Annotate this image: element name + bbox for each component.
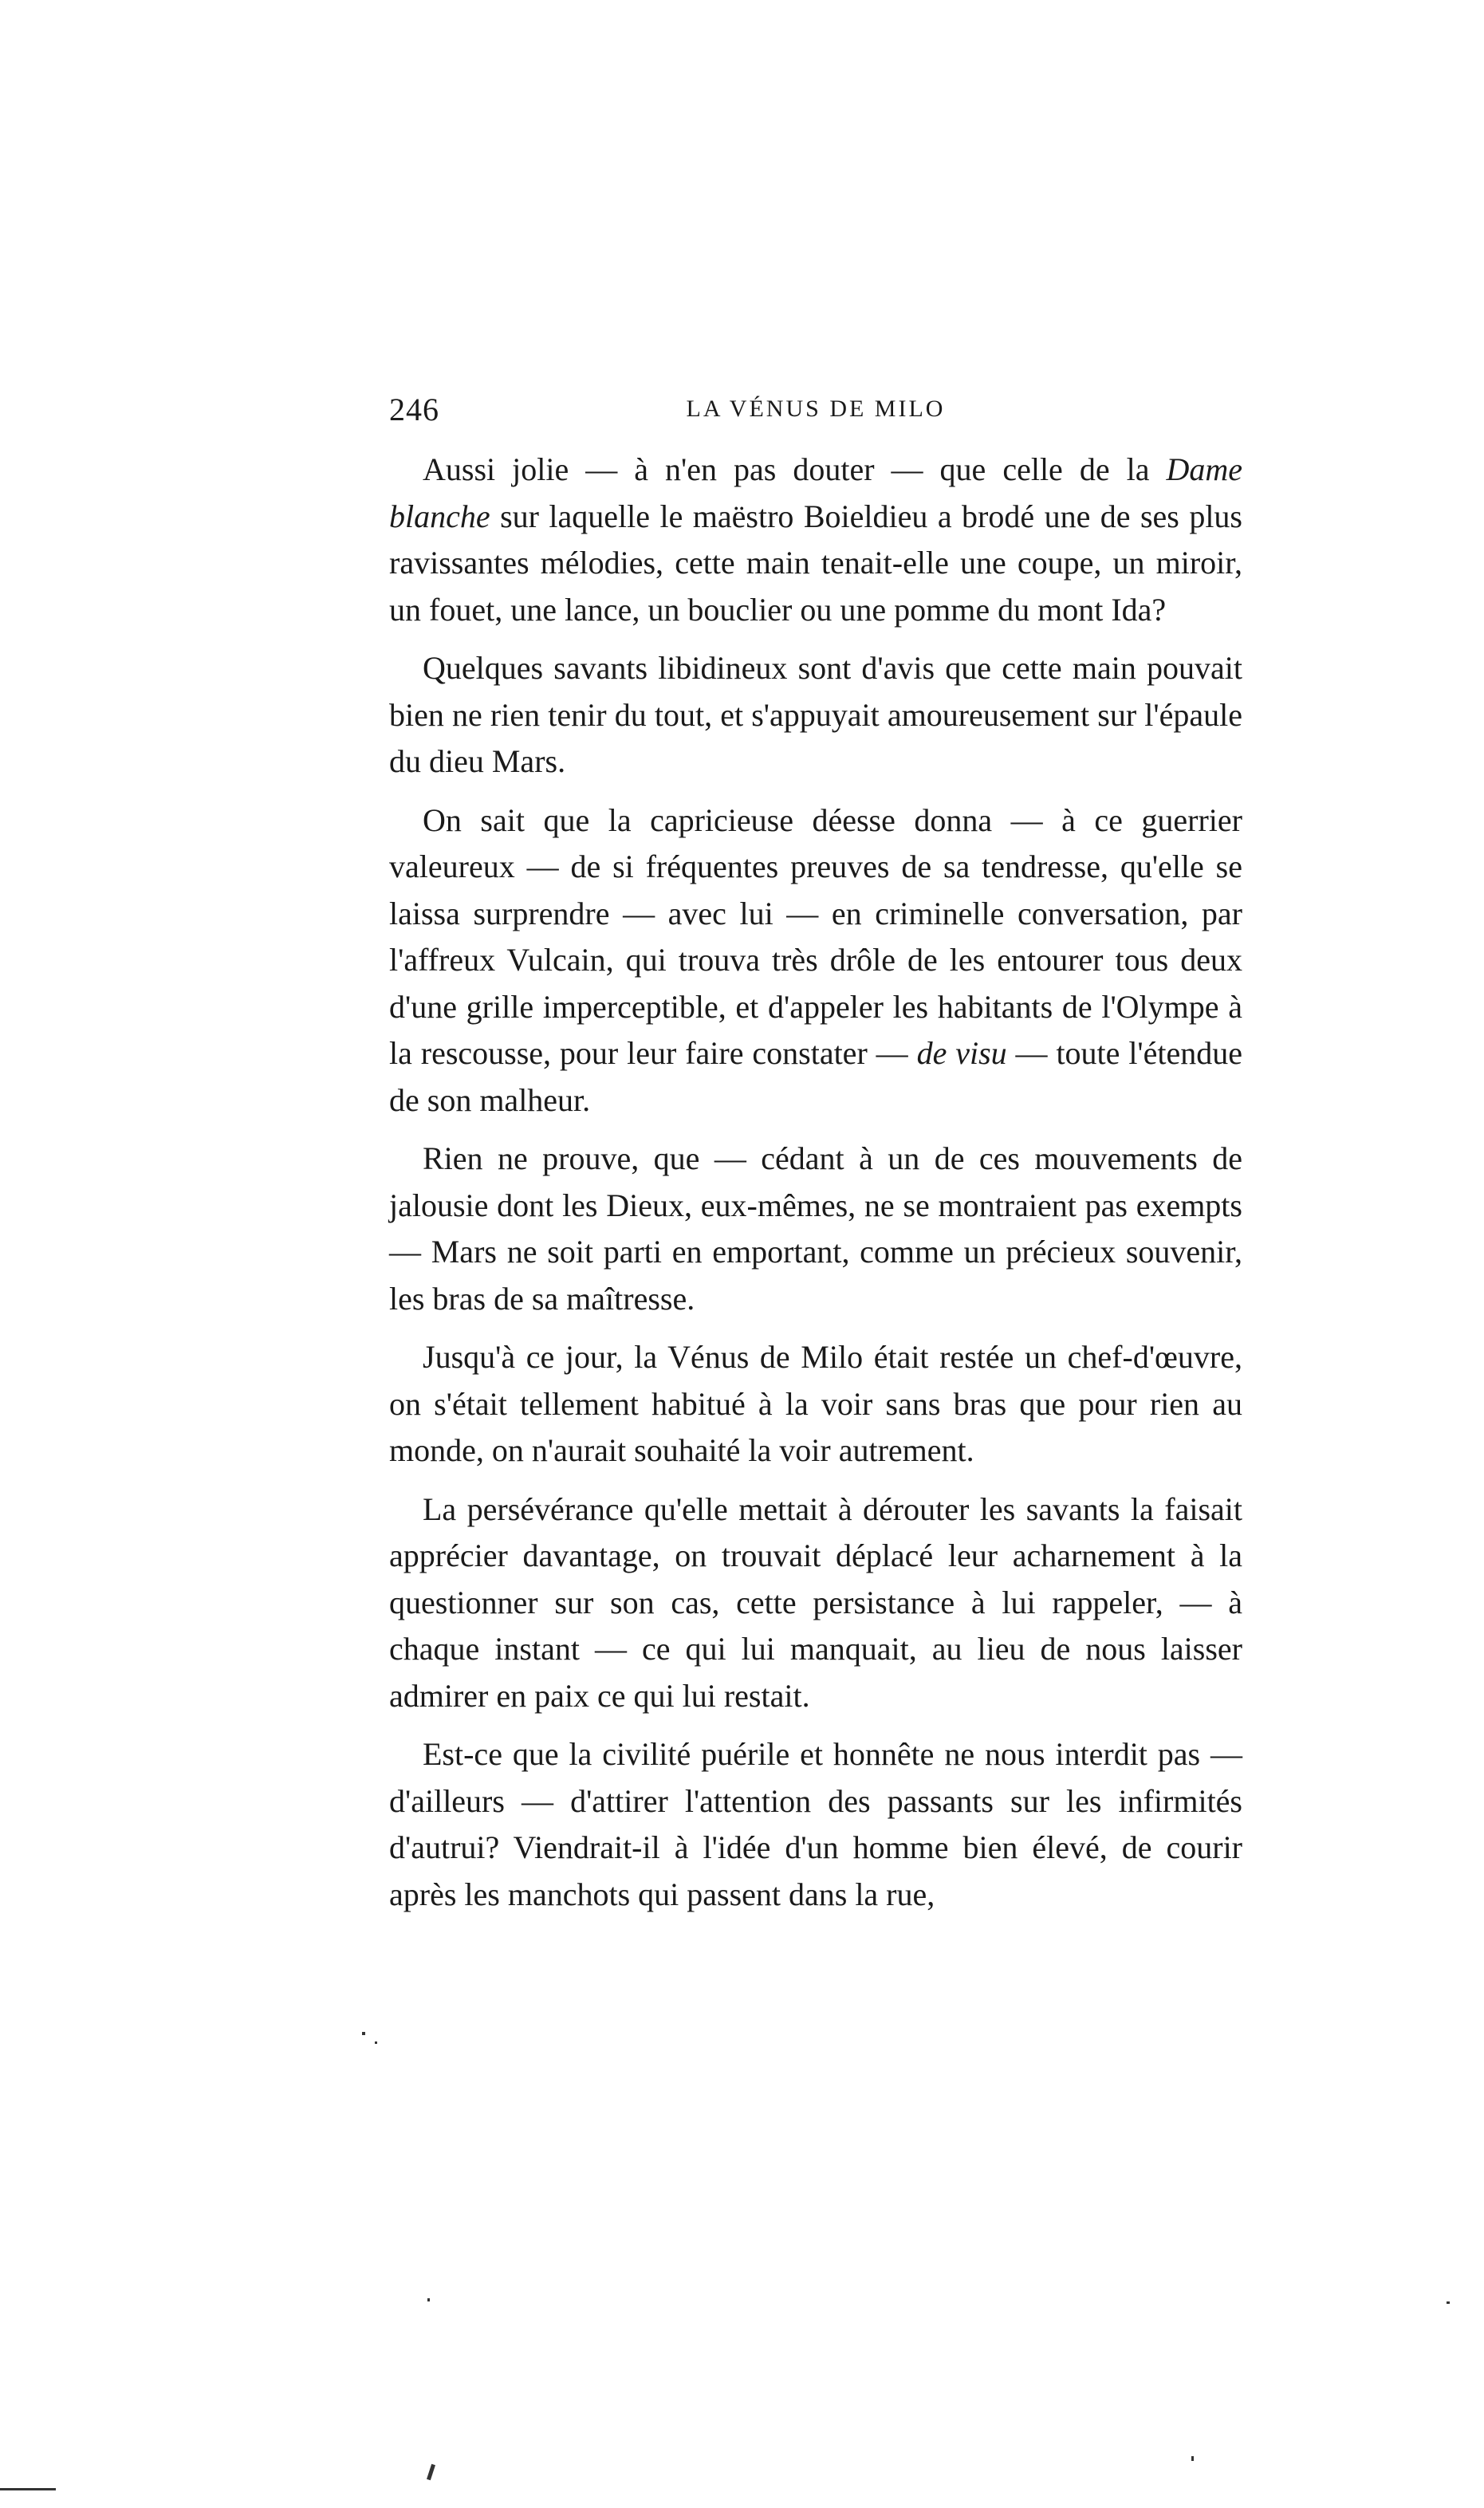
paragraph-3-italic: de visu: [916, 1035, 1007, 1071]
running-head: [389, 391, 1242, 439]
paragraph-3-text: On sait que la capricieuse déesse donna — à ce guerrier valeureux — de si fréquentes preuves de sa tendresse, qu'elle se laissa surprendre — avec lui — en criminelle conversation, par l'affreux Vulcain, qui trouva très drôle de les entourer tous deux d'une grille imperceptible, et d'appeler les habitants de l'Olympe à la rescousse, pour leur faire constater —: [389, 801, 1242, 1071]
paragraph-5-text: Jusqu'à ce jour, la Vénus de Milo était restée un chef-d'œuvre, on s'était tellement habitué à la voir sans bras que pour rien au monde, on n'aurait souhaité la voir autrement.: [389, 1339, 1242, 1468]
paragraph-4: [389, 1136, 1242, 1322]
scan-edge-line: [0, 2488, 56, 2490]
paragraph-1-text: Aussi jolie — à n'en pas douter — que celle de la: [423, 451, 1167, 487]
paragraph-1-italic: Dame blanche: [389, 451, 1242, 534]
paragraph-5: [389, 1334, 1242, 1474]
scan-speck: [1447, 2301, 1450, 2304]
paragraph-2: [389, 645, 1242, 785]
paragraph-7: [389, 1731, 1242, 1918]
running-title: LA VÉNUS DE MILO: [686, 396, 946, 422]
paragraph-3: [389, 797, 1242, 1124]
paragraph-7-text: Est-ce que la civilité puérile et honnête ne nous interdit pas — d'ailleurs — d'attirer l'attention des passants sur les infirmités d'autrui? Viendrait-il à l'idée d'un homme bien élevé, de courir après les manchots qui passent dans la rue,: [389, 1736, 1242, 1912]
scan-mark: [427, 2464, 435, 2481]
paragraph-2-text: Quelques savants libidineux sont d'avis que cette main pouvait bien ne rien tenir du tout, et s'appuyait amoureusement sur l'épaule du dieu Mars.: [389, 650, 1242, 779]
paragraph-1-text-end: sur laquelle le maëstro Boieldieu a brodé une de ses plus ravissantes mélodies, cette main tenait-elle une coupe, un miroir, un fouet, une lance, un bouclier ou une pomme du mont Ida?: [389, 498, 1242, 628]
body-text: [389, 447, 1242, 1930]
paragraph-4-text: Rien ne prouve, que — cédant à un de ces mouvements de jalousie dont les Dieux, eux-mêmes, ne se montraient pas exempts — Mars ne soit parti en emportant, comme un précieux souvenir, les bras de sa maîtresse.: [389, 1140, 1242, 1317]
scan-speck: [1191, 2456, 1194, 2461]
paragraph-6-text: La persévérance qu'elle mettait à dérouter les savants la faisait apprécier davantage, on trouvait déplacé leur acharnement à la questionner sur son cas, cette persistance à lui rappeler, — à chaque instant — ce qui lui manquait, au lieu de nous laisser admirer en paix ce qui lui restait.: [389, 1490, 1242, 1714]
scan-speck: [375, 2041, 377, 2044]
page-number: 246: [389, 392, 439, 427]
scan-speck: [362, 2032, 365, 2035]
paragraph-1: [389, 447, 1242, 633]
paragraph-6: [389, 1486, 1242, 1720]
paragraph-3-text-end: — toute l'étendue de son malheur.: [389, 1035, 1243, 1118]
scan-speck: [427, 2298, 430, 2301]
